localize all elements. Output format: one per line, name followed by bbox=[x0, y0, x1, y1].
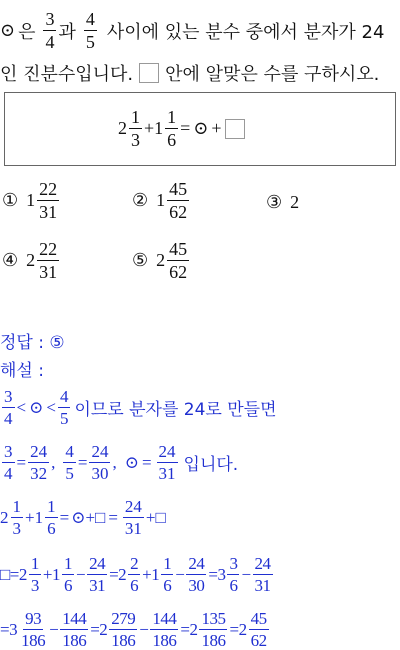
circle-dot-symbol: ⊙ bbox=[193, 118, 209, 138]
fraction: $\frac{1}{3}$ bbox=[12, 497, 21, 538]
solution-line-5 bbox=[0, 610, 271, 649]
fraction: $\frac{279}{186}$ bbox=[111, 609, 136, 650]
fraction: $\frac{45}{62}$ bbox=[169, 179, 188, 222]
minus-sign: − bbox=[139, 619, 149, 639]
choice-number: ⑤ bbox=[132, 250, 149, 270]
fraction: $\frac{24}{31}$ bbox=[124, 497, 142, 538]
blank-square-symbol: □ bbox=[0, 564, 10, 584]
answer-blank-box bbox=[225, 119, 245, 139]
fraction: $\frac{3}{4}$ bbox=[4, 442, 13, 483]
text: 이므로 분자를 24로 만들면 bbox=[74, 400, 277, 420]
solution-line-1 bbox=[0, 388, 277, 427]
fraction: $\frac{2}{6}$ bbox=[130, 554, 139, 595]
equals-sign: = bbox=[77, 452, 88, 472]
text: 인 진분수입니다. bbox=[0, 64, 134, 85]
blank-square-symbol: □ bbox=[155, 507, 166, 527]
equals-sign: = bbox=[229, 619, 239, 639]
circle-dot-symbol: ⊙ bbox=[124, 452, 139, 472]
whole-number: 1 bbox=[154, 118, 164, 138]
circle-dot-symbol: ⊙ bbox=[0, 20, 16, 40]
fraction: $\frac{22}{31}$ bbox=[39, 179, 58, 222]
fraction: $\frac{45}{62}$ bbox=[250, 609, 267, 650]
equals-sign: = bbox=[59, 507, 70, 527]
solution-line-4 bbox=[0, 555, 275, 594]
plus-sign: + bbox=[42, 564, 52, 584]
answer-blank-box bbox=[139, 63, 159, 83]
choice-number: ③ bbox=[266, 192, 283, 212]
whole-number: 1 bbox=[151, 564, 160, 584]
fraction: $\frac{144}{186}$ bbox=[62, 609, 87, 650]
fraction: $\frac{4}{5}$ bbox=[59, 387, 69, 428]
equals-sign: = bbox=[109, 564, 119, 584]
plus-sign: + bbox=[145, 507, 156, 527]
choice-2[interactable] bbox=[132, 180, 191, 221]
equals-sign: = bbox=[16, 452, 27, 472]
whole-number: 2 bbox=[290, 192, 300, 212]
choice-1[interactable] bbox=[2, 180, 61, 221]
whole-number: 1 bbox=[26, 190, 36, 210]
whole-number: 2 bbox=[156, 250, 166, 270]
plus-sign: + bbox=[142, 564, 152, 584]
text: 은 bbox=[18, 21, 36, 43]
fraction: $\frac{1}{6}$ bbox=[47, 497, 56, 538]
fraction-4-5: $\frac{4}{5}$ bbox=[85, 9, 95, 52]
fraction: $\frac{4}{5}$ bbox=[65, 442, 74, 483]
equals-sign: = bbox=[9, 564, 19, 584]
comma: , bbox=[112, 452, 117, 472]
fraction: $\frac{24}{31}$ bbox=[254, 554, 271, 595]
problem-line-2 bbox=[0, 60, 379, 86]
fraction: $\frac{3}{4}$ bbox=[4, 387, 13, 428]
minus-sign: − bbox=[75, 564, 86, 584]
plus-sign: + bbox=[144, 118, 155, 138]
solution-line-2 bbox=[0, 443, 238, 482]
fraction: $\frac{1}{6}$ bbox=[167, 107, 177, 150]
whole-number: 2 bbox=[99, 619, 108, 639]
fraction: $\frac{24}{32}$ bbox=[30, 442, 48, 483]
fraction: $\frac{1}{3}$ bbox=[131, 107, 140, 150]
circle-dot-symbol: ⊙ bbox=[71, 507, 86, 527]
explanation-label: 해설 : bbox=[0, 361, 44, 381]
fraction: $\frac{135}{186}$ bbox=[201, 609, 226, 650]
fraction: $\frac{1}{6}$ bbox=[63, 554, 72, 595]
whole-number: 2 bbox=[238, 619, 247, 639]
choice-number: ② bbox=[132, 190, 149, 210]
equals-sign: = bbox=[141, 452, 152, 472]
whole-number: 2 bbox=[0, 507, 9, 527]
less-than-sign: < bbox=[46, 397, 56, 417]
equals-sign: = bbox=[180, 118, 191, 138]
fraction: $\frac{24}{30}$ bbox=[188, 554, 205, 595]
equals-sign: = bbox=[208, 564, 218, 584]
whole-number: 1 bbox=[156, 190, 166, 210]
blank-square-symbol: □ bbox=[95, 507, 106, 527]
choice-number: ① bbox=[2, 190, 19, 210]
problem-line-1 bbox=[0, 10, 384, 51]
comma: , bbox=[51, 452, 56, 472]
whole-number: 1 bbox=[34, 507, 44, 527]
choice-3[interactable] bbox=[266, 192, 299, 213]
fraction: $\frac{24}{30}$ bbox=[91, 442, 109, 483]
equals-sign: = bbox=[108, 507, 118, 527]
minus-sign: − bbox=[241, 564, 251, 584]
answer-label: 정답 : ⑤ bbox=[0, 333, 65, 353]
fraction: $\frac{93}{186}$ bbox=[21, 609, 46, 650]
minus-sign: − bbox=[49, 619, 59, 639]
solution-line-3 bbox=[0, 498, 166, 537]
minus-sign: − bbox=[175, 564, 185, 584]
text: 입니다. bbox=[183, 455, 239, 475]
fraction: $\frac{24}{31}$ bbox=[89, 554, 106, 595]
whole-number: 2 bbox=[26, 250, 36, 270]
plus-sign: + bbox=[25, 507, 35, 527]
fraction-3-4: $\frac{3}{4}$ bbox=[45, 9, 55, 52]
whole-number: 2 bbox=[189, 619, 198, 639]
text: 과 bbox=[58, 21, 76, 43]
fraction: $\frac{1}{6}$ bbox=[163, 554, 172, 595]
equals-sign: = bbox=[0, 619, 10, 639]
fraction: $\frac{24}{31}$ bbox=[158, 442, 176, 483]
fraction: $\frac{3}{6}$ bbox=[229, 554, 238, 595]
fraction: $\frac{1}{3}$ bbox=[30, 554, 39, 595]
text: 사이에 있는 분수 중에서 분자가 24 bbox=[106, 21, 385, 43]
choice-5[interactable] bbox=[132, 240, 191, 281]
choice-4[interactable] bbox=[2, 240, 61, 281]
whole-number: 1 bbox=[51, 564, 60, 584]
whole-number: 3 bbox=[9, 619, 18, 639]
plus-sign: + bbox=[211, 118, 222, 138]
less-than-sign: < bbox=[16, 397, 27, 417]
whole-number: 2 bbox=[18, 564, 27, 584]
text: 안에 알맞은 수를 구하시오. bbox=[165, 64, 380, 85]
fraction: $\frac{45}{62}$ bbox=[169, 239, 188, 282]
whole-number: 2 bbox=[118, 564, 127, 584]
circle-dot-symbol: ⊙ bbox=[29, 397, 44, 417]
equation bbox=[118, 108, 245, 149]
whole-number: 2 bbox=[118, 118, 127, 138]
choice-number: ④ bbox=[2, 250, 19, 270]
whole-number: 3 bbox=[217, 564, 226, 584]
equals-sign: = bbox=[180, 619, 190, 639]
plus-sign: + bbox=[85, 507, 96, 527]
equals-sign: = bbox=[90, 619, 100, 639]
fraction: $\frac{22}{31}$ bbox=[39, 239, 58, 282]
fraction: $\frac{144}{186}$ bbox=[152, 609, 177, 650]
